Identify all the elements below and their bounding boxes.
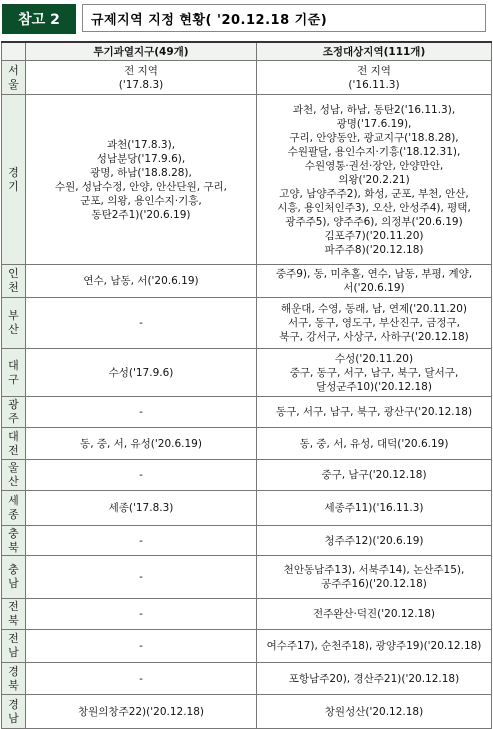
adjustment-cell [257,61,492,95]
table-row [2,695,492,729]
region-char: 구 [8,372,19,386]
speculation-line: 과천('17.8.3), [106,138,176,151]
adjustment-line: 공주주16)('20.12.18) [321,578,427,590]
region-cell [2,61,26,95]
region-char: 전 [8,443,19,457]
speculation-cell [26,599,257,630]
region-char: 세 [8,494,19,507]
table-row [2,298,492,349]
adjustment-line: 서('20.6.19) [343,282,405,294]
region-char: 산 [8,475,19,488]
region-cell [2,630,26,663]
adjustment-line: 광주주5), 양주주6), 의정부('20.6.19) [285,215,463,228]
region-char: 북 [8,678,19,692]
adjustment-line: 수원영통·권선·장안, 안양만안, [304,159,444,172]
speculation-line: 군포, 의왕, 용인수지·기흥, [80,194,202,207]
region-cell [2,265,26,298]
region-char: 경 [8,697,19,711]
region-char: 인 [8,267,19,280]
speculation-cell [26,630,257,663]
speculation-cell [26,460,257,491]
region-char: 북 [8,614,19,627]
speculation-line: 수성('17.9.6) [108,366,174,379]
adjustment-line: 광명('17.6.19), [336,117,412,130]
speculation-line: 성남분당('17.9.6), [96,152,186,165]
adjustment-column-header: 조정대상지역(111개) [257,42,492,61]
table-row [2,663,492,695]
adjustment-line: ('16.11.3) [348,78,400,91]
region-char: 충 [8,563,19,576]
speculation-line: - [139,469,143,481]
speculation-cell [26,265,257,298]
speculation-line: - [139,534,143,547]
adjustment-line: 포항남주20), 경산주21)('20.12.18) [288,672,460,685]
region-char: 천 [8,281,19,294]
adjustment-line: 수원팔달, 용인수지·기흥('18.12.31), [287,145,461,158]
adjustment-cell [257,397,492,428]
region-char: 북 [8,540,19,554]
region-char: 울 [8,461,19,474]
regulated-areas-table [1,41,492,729]
adjustment-line: 중구, 동구, 서구, 남구, 북구, 달서구, [289,366,459,379]
adjustment-line: 구리, 안양동안, 광교지구('18.8.28), [289,131,459,144]
region-cell [2,298,26,349]
region-cell [2,556,26,599]
adjustment-cell [257,526,492,556]
table-row [2,491,492,526]
adjustment-line: 김포주7)('20.11.20) [324,229,424,242]
table-row [2,556,492,599]
region-column-header [2,42,26,61]
speculation-cell [26,95,257,265]
region-char: 대 [8,358,19,372]
region-char: 대 [8,429,19,443]
speculation-line: ('17.8.3) [118,78,164,91]
adjustment-line: 세종주11)('16.11.3) [324,502,424,514]
speculation-line: 동탄2주1)('20.6.19) [91,208,191,221]
region-cell [2,397,26,428]
table-row [2,397,492,428]
adjustment-line: 과천, 성남, 하남, 동탄2('16.11.3), [292,103,456,116]
adjustment-line: 시흥, 용인처인주3), 오산, 안성주4), 평택, [277,201,471,214]
adjustment-cell [257,599,492,630]
speculation-line: - [139,571,143,583]
speculation-line: 수원, 성남수정, 안양, 안산단원, 구리, [54,180,228,193]
adjustment-line: 천안동남주13), 서북주14), 논산주15), [283,564,465,576]
adjustment-cell [257,663,492,695]
speculation-cell [26,397,257,428]
page-header [0,0,493,37]
region-char: 남 [8,711,19,725]
adjustment-cell [257,349,492,397]
region-char: 광 [8,398,19,411]
speculation-cell [26,663,257,695]
reference-badge: 참고 2 [2,4,76,34]
adjustment-line: 북구, 강서구, 사상구, 사하구('20.12.18) [279,331,469,343]
adjustment-line: 전주완산·덕진('20.12.18) [312,608,436,620]
speculation-line: 전 지역 [124,64,158,77]
region-char: 종 [8,508,19,521]
speculation-line: - [139,640,143,652]
speculation-cell [26,428,257,460]
table-row [2,460,492,491]
region-char: 경 [8,664,19,678]
region-char: 남 [8,646,19,659]
region-cell [2,428,26,460]
region-char: 산 [8,323,19,336]
table-row [2,428,492,460]
region-char: 경 [8,165,19,179]
adjustment-line: 달성군주10)('20.12.18) [316,380,432,393]
adjustment-cell [257,695,492,729]
adjustment-line: 동구, 서구, 남구, 북구, 광산구('20.12.18) [275,406,473,418]
speculation-cell [26,526,257,556]
page-title: 규제지역 지정 현황( '20.12.18 기준) [82,4,486,32]
speculation-line: - [139,608,143,620]
region-cell [2,349,26,397]
speculation-line: 세종('17.8.3) [108,502,174,514]
region-cell [2,695,26,729]
speculation-column-header: 투기과열지구(49개) [26,42,257,61]
adjustment-line: 여수주17), 순천주18), 광양주19)('20.12.18) [266,640,482,652]
region-char: 서 [8,63,19,77]
region-cell [2,491,26,526]
adjustment-cell [257,95,492,265]
adjustment-line: 동, 중, 서, 유성, 대덕('20.6.19) [299,437,449,450]
adjustment-cell [257,630,492,663]
speculation-line: 동, 중, 서, 유성('20.6.19) [80,437,202,450]
adjustment-cell [257,460,492,491]
region-cell [2,526,26,556]
adjustment-line: 파주주8)('20.12.18) [324,243,424,256]
adjustment-cell [257,491,492,526]
adjustment-cell [257,265,492,298]
adjustment-line: 전 지역 [357,64,391,77]
adjustment-line: 해운대, 수영, 동래, 남, 연제('20.11.20) [281,303,467,315]
speculation-cell [26,349,257,397]
speculation-line: 연수, 남동, 서('20.6.19) [83,275,199,287]
table-body [2,61,492,729]
region-char: 전 [8,600,19,613]
region-char: 부 [8,309,19,322]
table-row [2,349,492,397]
speculation-line: 창원의창주22)('20.12.18) [77,705,204,718]
adjustment-line: 서구, 동구, 영도구, 부산진구, 금정구, [287,317,461,329]
adjustment-line: 수성('20.11.20) [334,352,414,365]
adjustment-line: 청주주12)('20.6.19) [324,534,424,547]
region-cell [2,599,26,630]
speculation-line: 광명, 하남('18.8.28), [90,166,192,179]
table-row [2,630,492,663]
speculation-line: - [139,672,143,685]
region-char: 전 [8,632,19,645]
table-row [2,265,492,298]
speculation-line: - [139,406,143,418]
table-row [2,526,492,556]
speculation-cell [26,61,257,95]
speculation-cell [26,695,257,729]
adjustment-cell [257,298,492,349]
adjustment-line: 창원성산('20.12.18) [324,705,424,718]
region-char: 주 [8,412,19,425]
region-char: 기 [8,179,19,193]
table-header-row [2,42,492,61]
speculation-line: - [139,317,143,329]
table-row [2,61,492,95]
adjustment-line: 의왕('20.2.21) [338,173,410,186]
region-char: 남 [8,577,19,590]
region-char: 충 [8,526,19,540]
adjustment-line: 중주9), 동, 미추홀, 연수, 남동, 부평, 계양, [275,268,473,280]
region-cell [2,460,26,491]
adjustment-line: 고양, 남양주주2), 화성, 군포, 부천, 안산, [279,187,469,200]
region-char: 울 [8,77,19,91]
region-cell [2,663,26,695]
region-cell [2,95,26,265]
adjustment-line: 중구, 남구('20.12.18) [321,469,427,481]
adjustment-cell [257,556,492,599]
adjustment-cell [257,428,492,460]
table-row [2,599,492,630]
speculation-cell [26,556,257,599]
speculation-cell [26,491,257,526]
speculation-cell [26,298,257,349]
table-row [2,95,492,265]
